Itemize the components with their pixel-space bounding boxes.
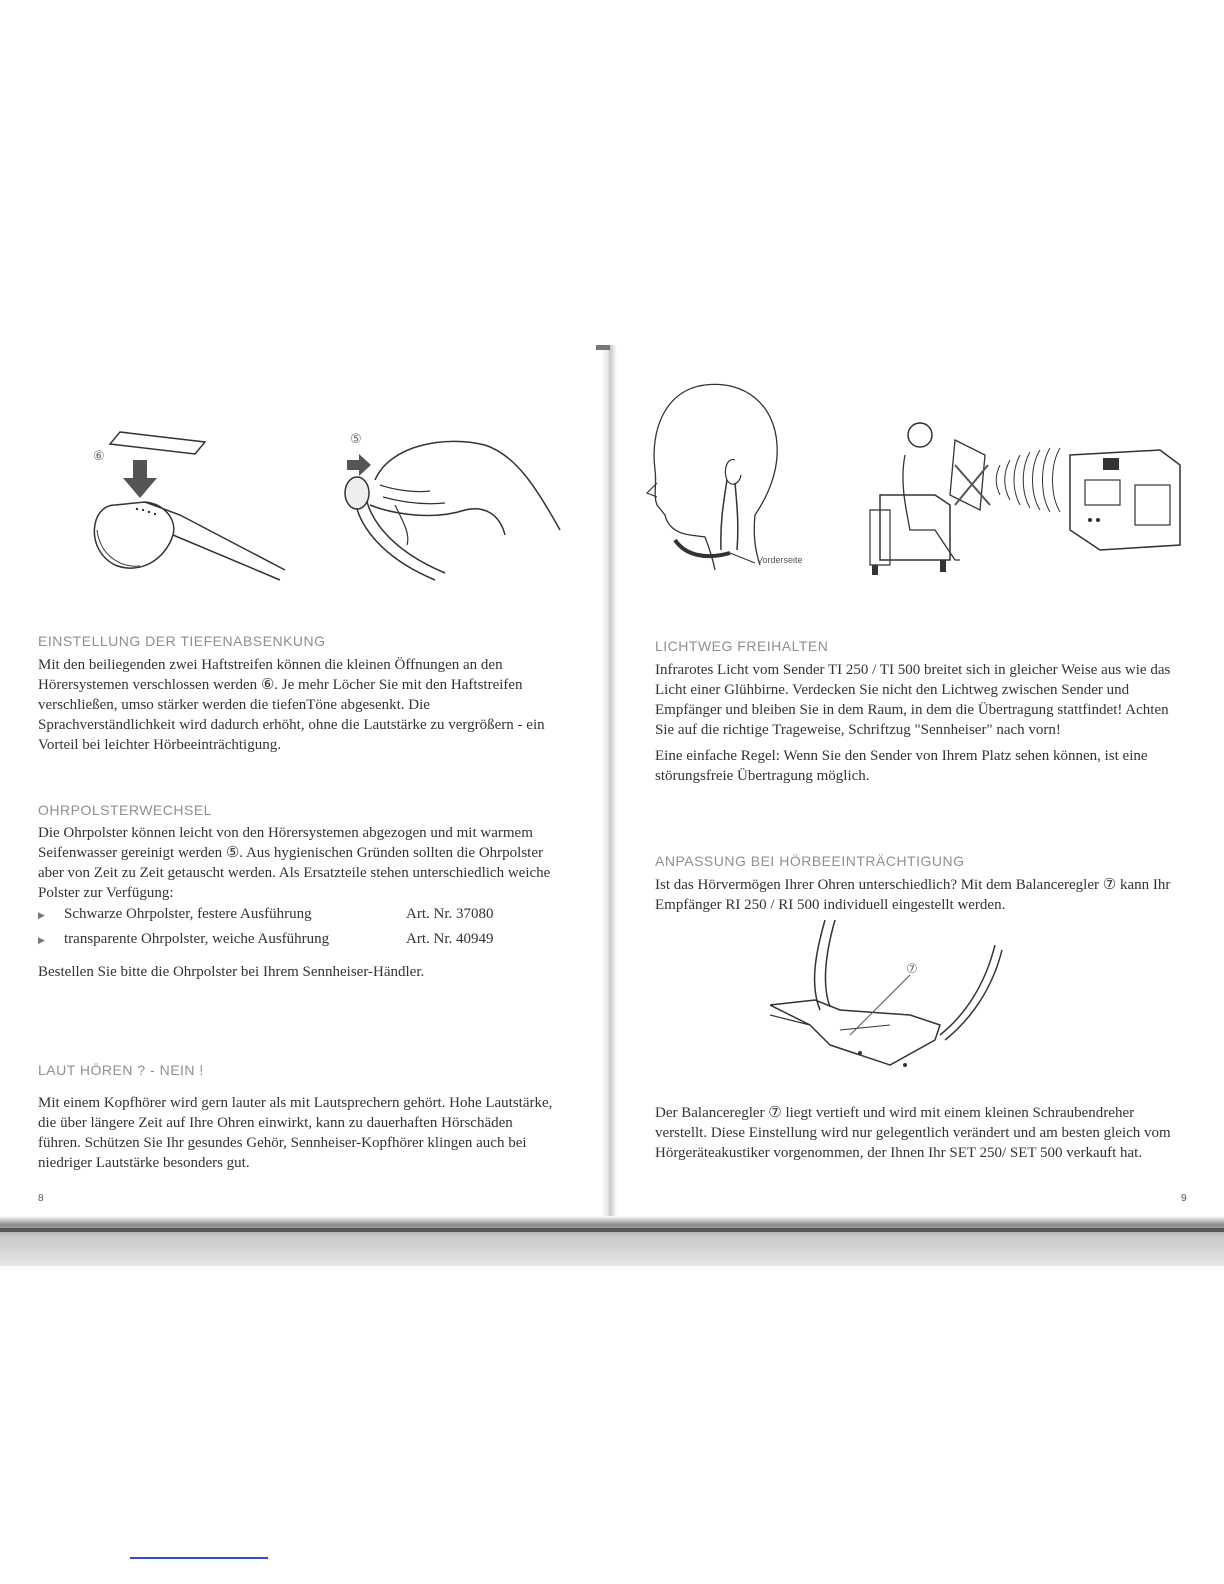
paragraph-ohrpolsterwechsel: Die Ohrpolster können leicht von den Hörersystemen abgezogen und mit warmem Seifenwasser gereinigt werden ⑤. Aus hygienischen Gründen sollten die Ohrpolster aber von Zeit zu Zeit getauscht werden. Als Ersatzteile stehen unterschiedlich weiche Polster zur Verfügung: — [38, 825, 551, 901]
paragraph-anpassung: Ist das Hörvermögen Ihrer Ohren unterschiedlich? Mit dem Balanceregler ⑦ kann Ihr Empfänger RI 250 / RI 500 individuell eingestellt werden. — [655, 877, 1171, 913]
blue-underline-mark — [130, 1557, 268, 1559]
item-article-number: Art. Nr. 37080 — [406, 906, 494, 922]
list-item — [38, 902, 558, 927]
section-heading-anpassung: ANPASSUNG BEI HÖRBEEINTRÄCHTIGUNG — [655, 853, 965, 869]
head-profile-illustration — [635, 375, 845, 585]
section-body-tiefenabsenkung — [38, 655, 558, 755]
section-body-ohrpolsterwechsel — [38, 823, 558, 903]
paragraph-tiefenabsenkung: Mit den beiliegenden zwei Haftstreifen können die kleinen Öffnungen an den Hörersystemen verschlossen werden ⑥. Je mehr Löcher Sie mit den Haftstreifen verschließen, umso stärker werden die tiefenTöne abgesenkt. Die Sprachverständlichkeit wird dadurch erhöht, ohne die Lautstärke zu vergrößern - ein Vorteil bei leichter Hörbeeinträchtigung. — [38, 657, 545, 753]
section-body-laut-hoeren — [38, 1093, 558, 1173]
ear-cushion-list — [38, 902, 558, 952]
item-description: Schwarze Ohrpolster, festere Ausführung — [64, 906, 312, 922]
scan-bottom-shadow — [0, 1216, 1224, 1266]
triangle-bullet-icon: ▶ — [38, 935, 45, 945]
item-article-number: Art. Nr. 40949 — [406, 931, 494, 947]
figure-label-6: ⑥ — [93, 448, 105, 463]
figure-label-5: ⑤ — [350, 431, 362, 446]
section-heading-laut-hoeren: LAUT HÖREN ? - NEIN ! — [38, 1062, 204, 1078]
ear-cushion-removal-illustration — [335, 425, 570, 590]
item-description: transparente Ohrpolster, weiche Ausführung — [64, 931, 330, 947]
book-gutter — [601, 345, 617, 1235]
figure-label-7: ⑦ — [906, 961, 918, 976]
section-body-lichtweg — [655, 660, 1175, 786]
paragraph-order-note: Bestellen Sie bitte die Ohrpolster bei Ihrem Sennheiser-Händler. — [38, 964, 425, 980]
page-number-left: 8 — [38, 1193, 44, 1204]
section-body-balanceregler — [655, 1103, 1185, 1163]
armchair-infrared-illustration — [860, 410, 1200, 580]
paragraph-lichtweg-2: Eine einfache Regel: Wenn Sie den Sender von Ihrem Platz sehen können, ist eine störungsfreie Übertragung möglich. — [655, 748, 1148, 784]
section-heading-lichtweg: LICHTWEG FREIHALTEN — [655, 638, 829, 654]
page-number-right: 9 — [1181, 1193, 1187, 1204]
order-note — [38, 962, 558, 982]
section-heading-ohrpolsterwechsel: OHRPOLSTERWECHSEL — [38, 802, 212, 818]
front-side-caption: Vorderseite — [757, 555, 803, 565]
triangle-bullet-icon: ▶ — [38, 910, 45, 920]
paragraph-lichtweg-1: Infrarotes Licht vom Sender TI 250 / TI 500 breitet sich in gleicher Weise aus wie das Licht einer Glühbirne. Verdecken Sie nicht den Lichtweg zwischen Sender und Empfänger und bleiben Sie in dem Raum, in dem die Übertragung stattfindet! Achten Sie auf die richtige Trageweise, Schriftzug "Sennheiser" nach vorn! — [655, 662, 1171, 738]
list-item — [38, 927, 558, 952]
balance-control-illustration — [770, 915, 1010, 1085]
paragraph-laut-hoeren: Mit einem Kopfhörer wird gern lauter als mit Lautsprechern gehört. Hohe Lautstärke, die über längere Zeit auf Ihre Ohren einwirkt, kann zu dauerhaften Hörschäden führen. Schützen Sie Ihr gesundes Gehör, Sennheiser-Kopfhörer klingen auch bei niedriger Lautstärke besonders gut. — [38, 1095, 553, 1171]
earpiece-adhesive-illustration — [85, 420, 300, 585]
scan-bottom-edge-line — [0, 1228, 1224, 1232]
section-heading-tiefenabsenkung: EINSTELLUNG DER TIEFENABSENKUNG — [38, 633, 326, 649]
paragraph-balanceregler: Der Balanceregler ⑦ liegt vertieft und wird mit einem kleinen Schraubendreher verstellt. Diese Einstellung wird nur gelegentlich verändert und am besten gleich vom Hörgeräteakustiker vorgenommen, der Ihnen Ihr SET 250/ SET 500 verkauft hat. — [655, 1105, 1171, 1161]
gutter-mark — [596, 345, 610, 350]
section-body-anpassung — [655, 875, 1175, 915]
